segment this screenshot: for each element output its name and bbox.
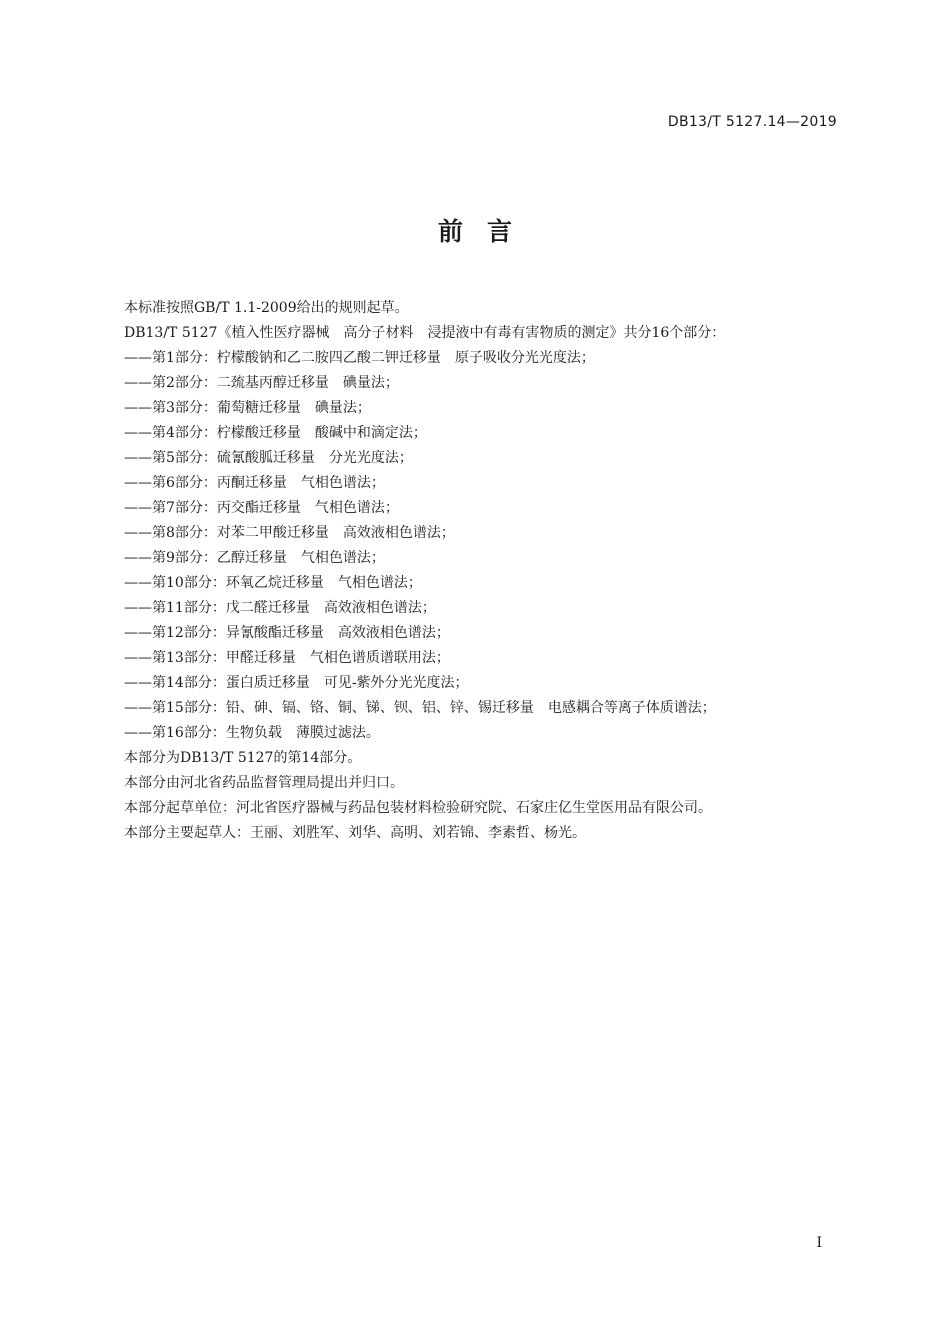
part-list-item: ——第13部分：甲醛迁移量 气相色谱质谱联用法； (124, 650, 450, 666)
document-body (124, 296, 834, 846)
this-part-paragraph: 本部分为DB13/T 5127的第14部分。 (124, 750, 362, 766)
part-list-item: ——第16部分：生物负载 薄膜过滤法。 (124, 725, 380, 741)
standard-code: DB13/T 5127.14—2019 (667, 114, 837, 130)
part-list-item: ——第10部分：环氧乙烷迁移量 气相色谱法； (124, 575, 422, 591)
part-list-item: ——第9部分：乙醇迁移量 气相色谱法； (124, 550, 385, 566)
part-list-item: ——第15部分：铅、砷、镉、铬、铜、锑、钡、铝、锌、锡迁移量 电感耦合等离子体质谱法； (124, 700, 716, 716)
part-list-item: ——第3部分：葡萄糖迁移量 碘量法； (124, 400, 371, 416)
part-list-item: ——第12部分：异氰酸酯迁移量 高效液相色谱法； (124, 625, 450, 641)
drafters-paragraph: 本部分主要起草人：王丽、刘胜军、刘华、高明、刘若锦、李素哲、杨光。 (124, 825, 586, 841)
part-list-item: ——第7部分：丙交酯迁移量 气相色谱法； (124, 500, 399, 516)
part-list-item: ——第2部分：二巯基丙醇迁移量 碘量法； (124, 375, 399, 391)
part-list-item: ——第5部分：硫氰酸胍迁移量 分光光度法； (124, 450, 413, 466)
proposed-by-paragraph: 本部分由河北省药品监督管理局提出并归口。 (124, 775, 404, 791)
series-description: DB13/T 5127《植入性医疗器械 高分子材料 浸提液中有毒有害物质的测定》共分16个部分： (124, 325, 726, 341)
part-list-item: ——第11部分：戊二醛迁移量 高效液相色谱法； (124, 600, 436, 616)
part-list-item: ——第14部分：蛋白质迁移量 可见-紫外分光光度法； (124, 675, 469, 691)
part-list-item: ——第6部分：丙酮迁移量 气相色谱法； (124, 475, 385, 491)
part-list-item: ——第8部分：对苯二甲酸迁移量 高效液相色谱法； (124, 525, 455, 541)
part-list-item: ——第1部分：柠檬酸钠和乙二胺四乙酸二钾迁移量 原子吸收分光光度法； (124, 350, 595, 366)
page-title: 前言 (437, 217, 536, 246)
drafting-units-paragraph: 本部分起草单位：河北省医疗器械与药品包装材料检验研究院、石家庄亿生堂医用品有限公司。 (124, 800, 712, 816)
page-number: I (816, 1235, 822, 1251)
part-list-item: ——第4部分：柠檬酸迁移量 酸碱中和滴定法； (124, 425, 427, 441)
intro-paragraph: 本标准按照GB/T 1.1-2009给出的规则起草。 (124, 300, 409, 316)
